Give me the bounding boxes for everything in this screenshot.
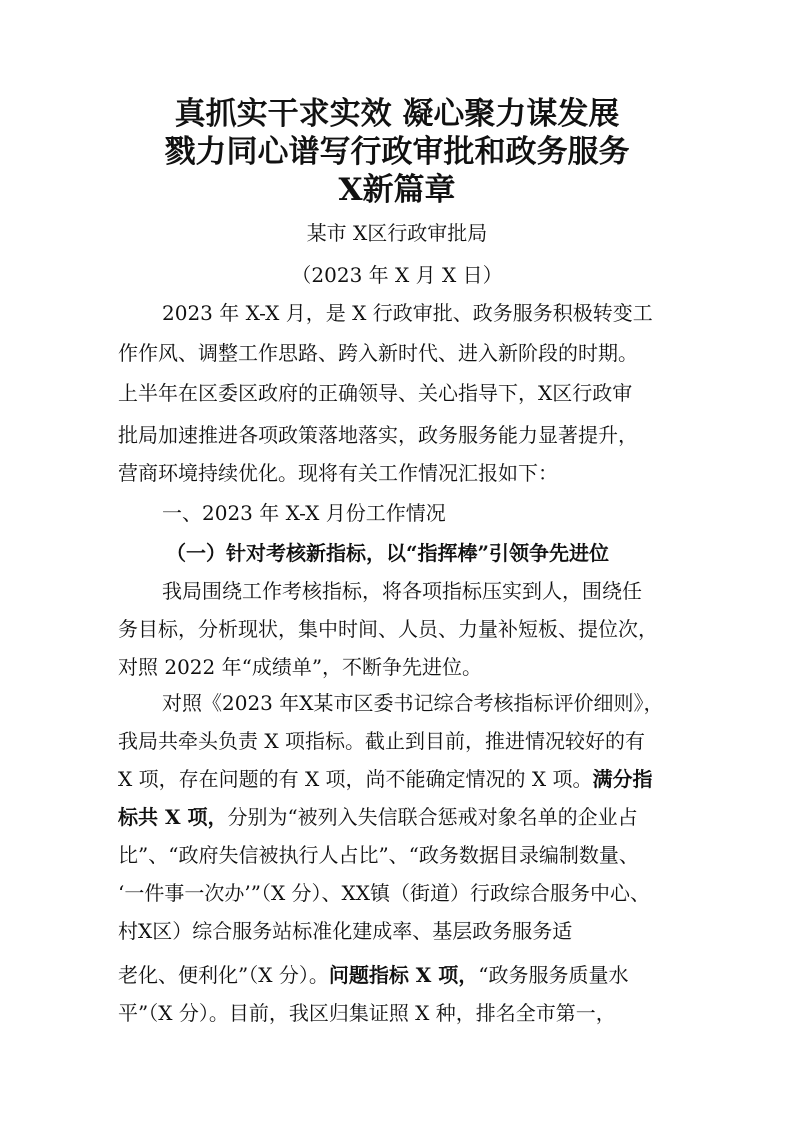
para3-line-6: ‘一件事一次办’”（X 分）、XX镇（街道）行政综合服务中心、: [118, 881, 651, 905]
para3-line-5: 比”、“政府失信被执行人占比”、“政务数据目录编制数量、: [118, 843, 639, 867]
para3-line-8-text: 老化、便利化”（X 分）。: [118, 963, 329, 987]
subsection-heading-1: （一）针对考核新指标，以“指挥棒”引领争先进位: [166, 541, 610, 565]
para2-line-1: 我局围绕工作考核指标，将各项指标压实到人，围绕任: [162, 579, 642, 603]
para3-line-7: 村X区）综合服务站标准化建成率、基层政务服务适: [118, 919, 573, 943]
date: （2023 年 X 月 X 日）: [291, 263, 503, 287]
para3-line-8: [118, 962, 629, 988]
para1-line-2: 作作风、调整工作思路、跨入新时代、进入新阶段的时期。: [118, 341, 638, 365]
para1-line-4: 批局加速推进各项政策落地落实，政务服务能力显著提升，: [118, 423, 638, 447]
para1-line-3: 上半年在区委区政府的正确领导、关心指导下，X区行政审: [118, 381, 633, 405]
para3-line-2: 我局共牵头负责 X 项指标。截止到目前，推进情况较好的有: [118, 729, 645, 753]
para3-line-8-tail: “政务服务质量水: [478, 963, 629, 987]
title-line-1: 真抓实干求实效 凝心聚力谋发展: [174, 96, 620, 132]
para2-line-3: 对照 2022 年“成绩单”，不断争先进位。: [118, 655, 483, 679]
para2-line-2: 务目标，分析现状，集中时间、人员、力量补短板、提位次，: [118, 617, 658, 641]
para3-line-4: [118, 804, 638, 830]
para1-line-5: 营商环境持续优化。现将有关工作情况汇报如下：: [118, 461, 558, 485]
para3-line-8-bold: 问题指标 X 项，: [328, 963, 479, 987]
title-line-3: X新篇章: [338, 172, 456, 208]
para3-line-3-bold: 满分指: [592, 767, 653, 791]
para3-line-4-text: 分别为“被列入失信联合惩戒对象名单的企业占: [227, 805, 638, 829]
para1-line-1: 2023 年 X-X 月，是 X 行政审批、政务服务积极转变工: [162, 301, 653, 325]
para3-line-3-text: X 项，存在问题的有 X 项，尚不能确定情况的 X 项。: [118, 767, 593, 791]
para3-line-4-bold: 标共 X 项，: [118, 805, 228, 829]
para3-line-9: 平”（X 分）。目前，我区归集证照 X 种，排名全市第一，: [118, 1001, 616, 1025]
para3-line-3: [118, 766, 653, 792]
title-line-2: 戮力同心谱写行政审批和政务服务: [164, 134, 630, 170]
author: 某市 X区行政审批局: [306, 221, 488, 245]
section-heading-1: 一、2023 年 X-X 月份工作情况: [162, 501, 446, 525]
para3-line-1: 对照《2023 年X某市区委书记综合考核指标评价细则》，: [162, 691, 664, 715]
